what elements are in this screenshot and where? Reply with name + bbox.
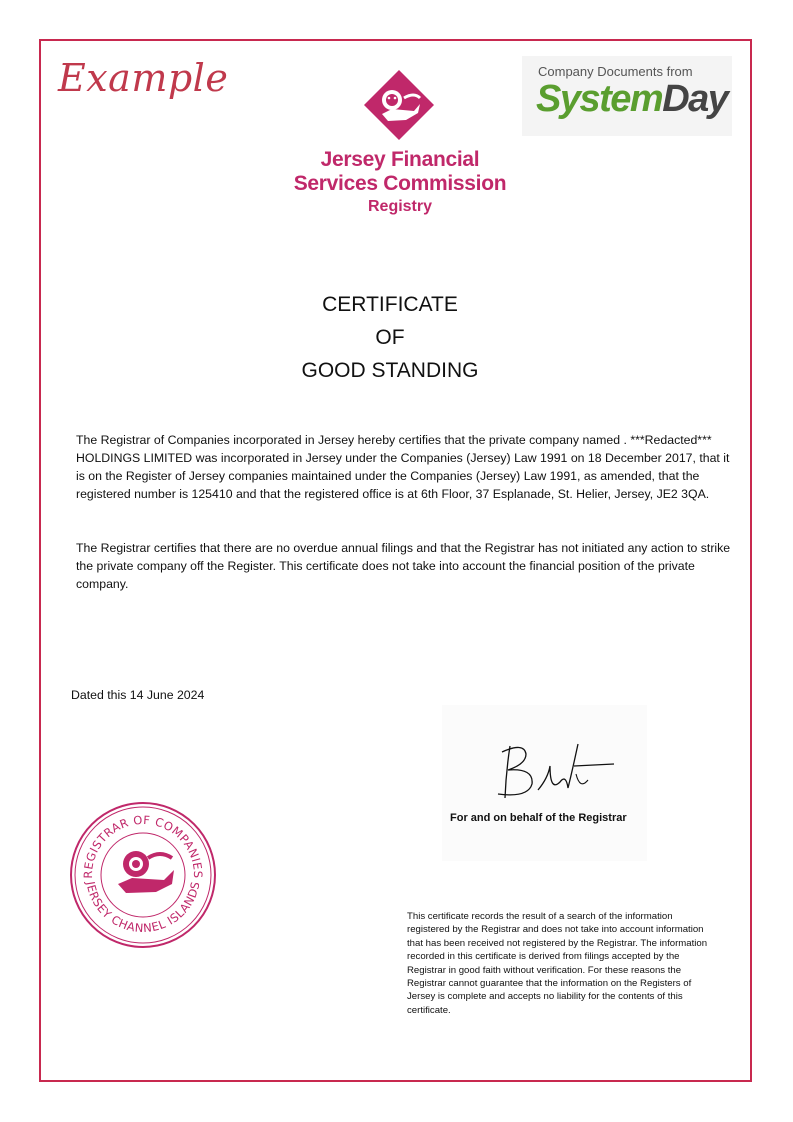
title-line3: GOOD STANDING [301,359,479,382]
provider-brand [536,78,727,121]
provider-brand-part1: System [536,78,663,120]
certificate-title [200,288,580,387]
provider-tagline: Company Documents from [538,64,693,79]
title-line2: OF [375,326,405,349]
issuer-line3: Registry [367,198,433,215]
certification-paragraph: The Registrar of Companies incorporated in Jersey hereby certifies that the private company named . ***Redacted*** HOLDINGS LIMITED was incorporated in Jersey under the Companies (Jersey) Law 1991 on 18 December 2017, that it is on the Register of Jersey companies maintained under the Companies (Jersey) Law 1991, as amended, that the registered number is 125410 and that the registered office is at 6th Floor, 37 Esplanade, St. Helier, Jersey, JE2 3QA. [76,433,730,501]
lion-diamond-logo-icon [362,68,436,142]
seal-bottom-text: JERSEY CHANNEL ISLANDS [83,880,203,936]
signature-caption: For and on behalf of the Registrar [450,812,627,824]
title-line1: CERTIFICATE [322,293,458,316]
provider-brand-part2: Day [662,78,728,120]
filings-paragraph: The Registrar certifies that there are no overdue annual filings and that the Registrar has not initiated any action to strike the private company off the Register. This certificate does not take into account the financial position of the private company. [76,541,731,591]
disclaimer-text: This certificate records the result of a search of the information registered by the Registrar and does not take into account information that has been received not registered by the Registrar. The information recorded in this certificate is derived from filings accepted by the Registrar in good faith without verification. For these reasons the Registrar cannot guarantee that the information on the Registers of Jersey is complete and accepts no liability for the contents of this certificate. [407,911,708,1016]
issuer-name [250,148,550,218]
issuer-line1: Jersey Financial [320,148,480,171]
systemday-logo [522,56,732,136]
registrar-seal-icon [68,800,218,950]
example-watermark: Example [58,56,229,100]
issuer-line2: Services Commission [293,172,507,195]
seal-top-text: REGISTRAR OF COMPANIES [80,812,206,879]
issue-date: Dated this 14 June 2024 [71,688,205,702]
handwritten-signature-icon [488,738,618,804]
